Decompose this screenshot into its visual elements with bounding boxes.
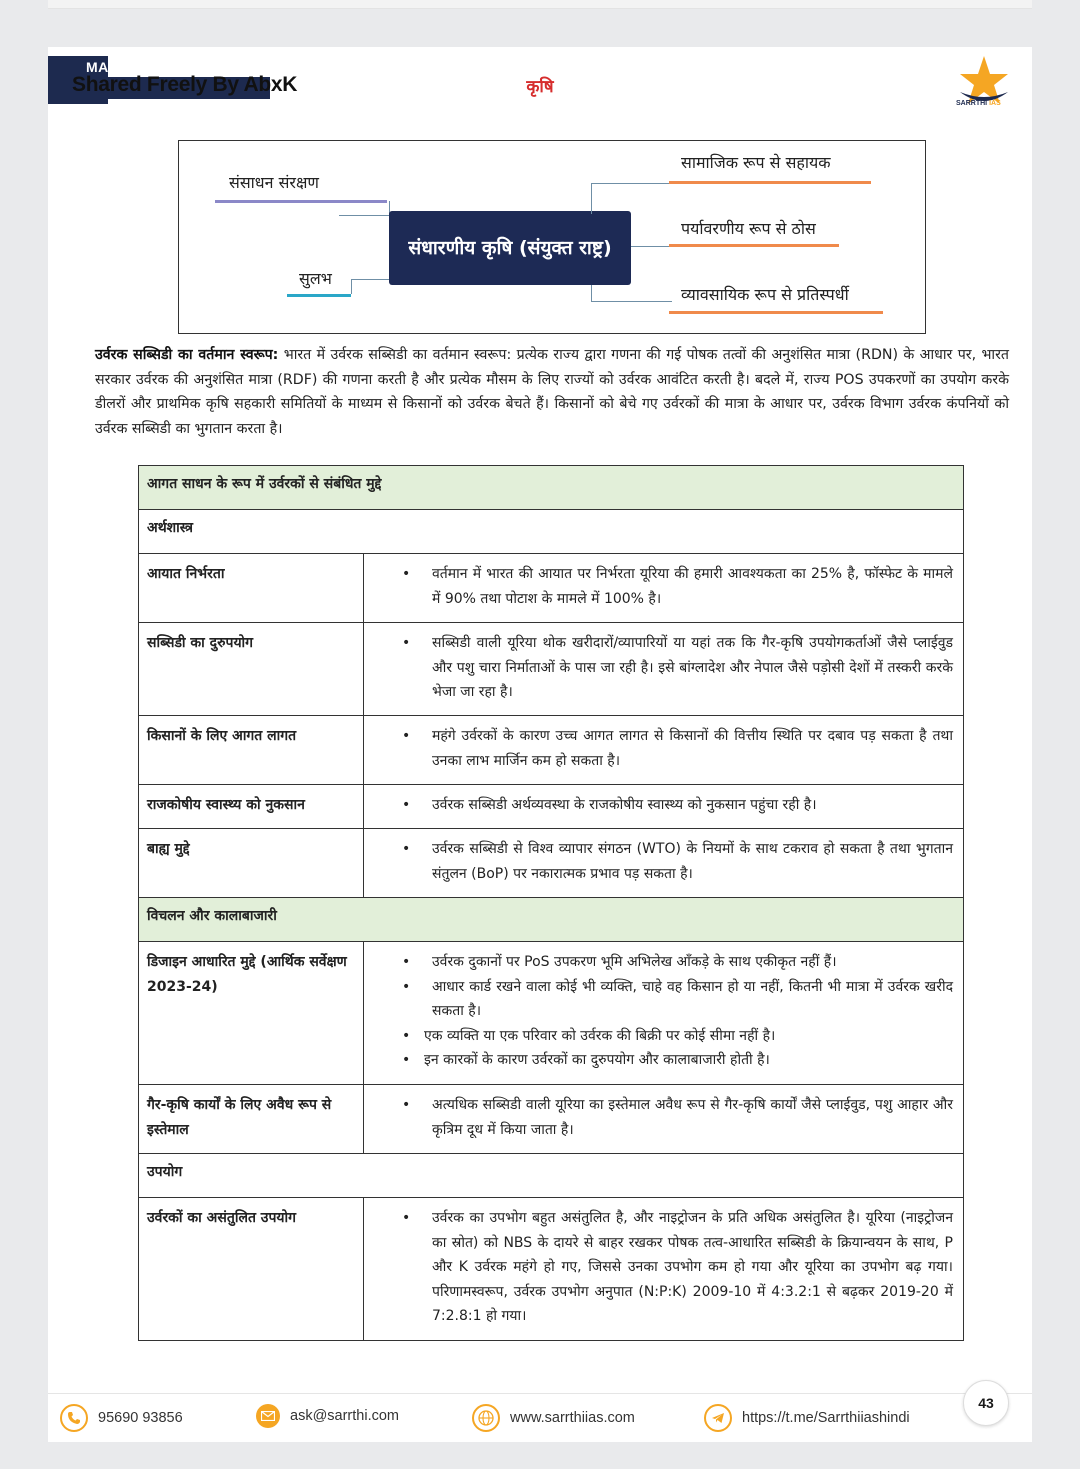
page-subject: कृषि <box>526 77 554 97</box>
diagram-right-line <box>669 244 839 247</box>
row-point: • वर्तमान में भारत की आयात पर निर्भरता यूरिया की हमारी आवश्यकता का 25% है, फॉस्फेट के मामले में 90% तथा पोटाश के मामले में 100% है। <box>394 562 953 611</box>
row-point: • आधार कार्ड रखने वाला कोई भी व्यक्ति, चाहे वह किसान हो या नहीं, कितनी भी मात्रा में उर्वरक खरीद सकता है। <box>394 975 953 1024</box>
sustainable-agriculture-diagram <box>178 140 926 334</box>
table-row <box>139 1198 964 1341</box>
table-row <box>139 942 964 1085</box>
email-address: ask@sarrthi.com <box>290 1408 399 1424</box>
footer-divider <box>48 1393 1032 1394</box>
diagram-center-node: संधारणीय कृषि (संयुक्त राष्ट्र) <box>389 211 631 285</box>
row-label: राजकोषीय स्वास्थ्य को नुकसान <box>139 785 364 829</box>
shared-by-watermark: Shared Freely By AbxK <box>72 73 298 96</box>
footer-phone[interactable] <box>60 1404 183 1432</box>
row-point: • एक व्यक्ति या एक परिवार को उर्वरक की बिक्री पर कोई सीमा नहीं है। <box>394 1024 953 1049</box>
phone-number: 95690 93856 <box>98 1410 183 1426</box>
globe-icon <box>472 1404 500 1432</box>
row-label: डिजाइन आधारित मुद्दे (आर्थिक सर्वेक्षण 2023-24) <box>139 942 364 1085</box>
table-row <box>139 554 964 623</box>
diagram-right-item: पर्यावरणीय रूप से ठोस <box>681 219 816 238</box>
website-url: www.sarrthiias.com <box>510 1410 635 1426</box>
table-row <box>139 623 964 716</box>
row-point: • उर्वरक सब्सिडी अर्थव्यवस्था के राजकोषीय स्वास्थ्य को नुकसान पहुंचा रही है। <box>394 793 953 818</box>
footer-email[interactable] <box>256 1404 399 1428</box>
section-title: अर्थशास्त्र <box>139 510 964 554</box>
row-label: सब्सिडी का दुरुपयोग <box>139 623 364 716</box>
diagram-connector <box>631 246 671 248</box>
row-point: • उर्वरक का उपभोग बहुत असंतुलित है, और नाइट्रोजन के प्रति अधिक असंतुलित है। यूरिया (नाइट्रोजन का स्रोत) को NBS के दायरे से बाहर रखकर पोषक तत्व-आधारित सब्सिडी के क्रियान्वयन के साथ, P और K उर्वरक महंगे हो गए, जिससे उनका उपभोग कम हो गया और यूरिया का उपभोग बढ़ गया। परिणामस्वरूप, उर्वरक उपभोग अनुपात (N:P:K) 2009-10 में 4:3.2:1 से बढ़कर 2019-20 में 7:2.8:1 हो गया। <box>394 1206 953 1329</box>
section-title: उपयोग <box>139 1154 964 1198</box>
table-row <box>139 785 964 829</box>
email-icon <box>256 1404 280 1428</box>
diagram-connector <box>591 183 672 214</box>
row-label: आयात निर्भरता <box>139 554 364 623</box>
row-point: • महंगे उर्वरकों के कारण उच्च आगत लागत से किसानों की वित्तीय स्थिति पर दबाव पड़ सकता है तथा उनका लाभ मार्जिन कम हो सकता है। <box>394 724 953 773</box>
diagram-right-line <box>669 181 871 184</box>
row-point: • अत्यधिक सब्सिडी वाली यूरिया का इस्तेमाल अवैध रूप से गैर-कृषि कार्यों जैसे प्लाईवुड, पशु आहार और कृत्रिम दूध में किया जाता है। <box>394 1093 953 1142</box>
footer-website[interactable] <box>472 1404 635 1432</box>
diagram-left-line <box>287 294 351 297</box>
table-row <box>139 1085 964 1154</box>
telegram-link: https://t.me/Sarrthiiashindi <box>742 1410 910 1426</box>
row-label: बाह्य मुद्दे <box>139 829 364 898</box>
diagram-right-item: व्यावसायिक रूप से प्रतिस्पर्धी <box>681 285 849 304</box>
diagram-right-item: सामाजिक रूप से सहायक <box>681 153 831 172</box>
table-row <box>139 716 964 785</box>
row-label: किसानों के लिए आगत लागत <box>139 716 364 785</box>
logo-text: SARRTHI IAS <box>956 100 1001 107</box>
previous-page-edge <box>48 0 1032 9</box>
mains-label: MAINS <box>86 59 134 75</box>
paragraph-text: भारत में उर्वरक सब्सिडी का वर्तमान स्वरूप: प्रत्येक राज्य द्वारा गणना की गई पोषक तत्वों की अनुशंसित मात्रा (RDN) के आधार पर, भारत सरकार उर्वरक की अनुशंसित मात्रा (RDF) की गणना करती है और प्रत्येक मौसम के लिए राज्यों को उर्वरक आवंटित करती है। बदले में, राज्य POS उपकरणों का उपयोग करके डीलरों और प्राथमिक कृषि सहकारी समितियों के माध्यम से किसानों को उर्वरक बेचते हैं। किसानों को बेचे गए उर्वरकों की मात्रा के आधार पर, उर्वरक विभाग उर्वरक कंपनियों को उर्वरक सब्सिडी का भुगतान करता है। <box>95 347 1009 437</box>
fertilizer-issues-table <box>138 465 964 1341</box>
paragraph-lead: उर्वरक सब्सिडी का वर्तमान स्वरूप: <box>95 347 279 363</box>
diagram-connector <box>339 201 390 216</box>
diagram-right-line <box>669 311 883 314</box>
diagram-left-item: संसाधन संरक्षण <box>229 173 319 192</box>
diagram-connector <box>351 279 392 294</box>
diagram-connector <box>591 285 672 302</box>
telegram-icon <box>704 1404 732 1432</box>
row-point: • सब्सिडी वाली यूरिया थोक खरीदारों/व्यापारियों या यहां तक कि गैर-कृषि उपयोगकर्ताओं जैसे प्लाईवुड और पशु चारा निर्माताओं के पास जा रही है। इसे बांग्लादेश और नेपाल जैसे पड़ोसी देशों में तस्करी करके भेजा जा रहा है। <box>394 631 953 705</box>
page-number: 43 <box>963 1380 1009 1426</box>
page-gap <box>48 9 1032 47</box>
row-label: गैर-कृषि कार्यों के लिए अवैध रूप से इस्तेमाल <box>139 1085 364 1154</box>
row-point: • उर्वरक सब्सिडी से विश्व व्यापार संगठन (WTO) के नियमों के साथ टकराव हो सकता है तथा भुगतान संतुलन (BoP) पर नकारात्मक प्रभाव पड़ सकता है। <box>394 837 953 886</box>
row-label: उर्वरकों का असंतुलित उपयोग <box>139 1198 364 1341</box>
table-header: आगत साधन के रूप में उर्वरकों से संबंधित मुद्दे <box>139 466 964 510</box>
row-point: • उर्वरक दुकानों पर PoS उपकरण भूमि अभिलेख आँकड़े के साथ एकीकृत नहीं हैं। <box>394 950 953 975</box>
table-row <box>139 829 964 898</box>
section-title: विचलन और कालाबाजारी <box>139 898 964 942</box>
row-point: • इन कारकों के कारण उर्वरकों का दुरुपयोग और कालाबाजारी होती है। <box>394 1048 953 1073</box>
document-page <box>48 0 1032 1442</box>
subsidy-paragraph <box>95 343 1009 441</box>
diagram-left-item: सुलभ <box>299 269 332 288</box>
phone-icon <box>60 1404 88 1432</box>
footer-telegram[interactable] <box>704 1404 910 1432</box>
